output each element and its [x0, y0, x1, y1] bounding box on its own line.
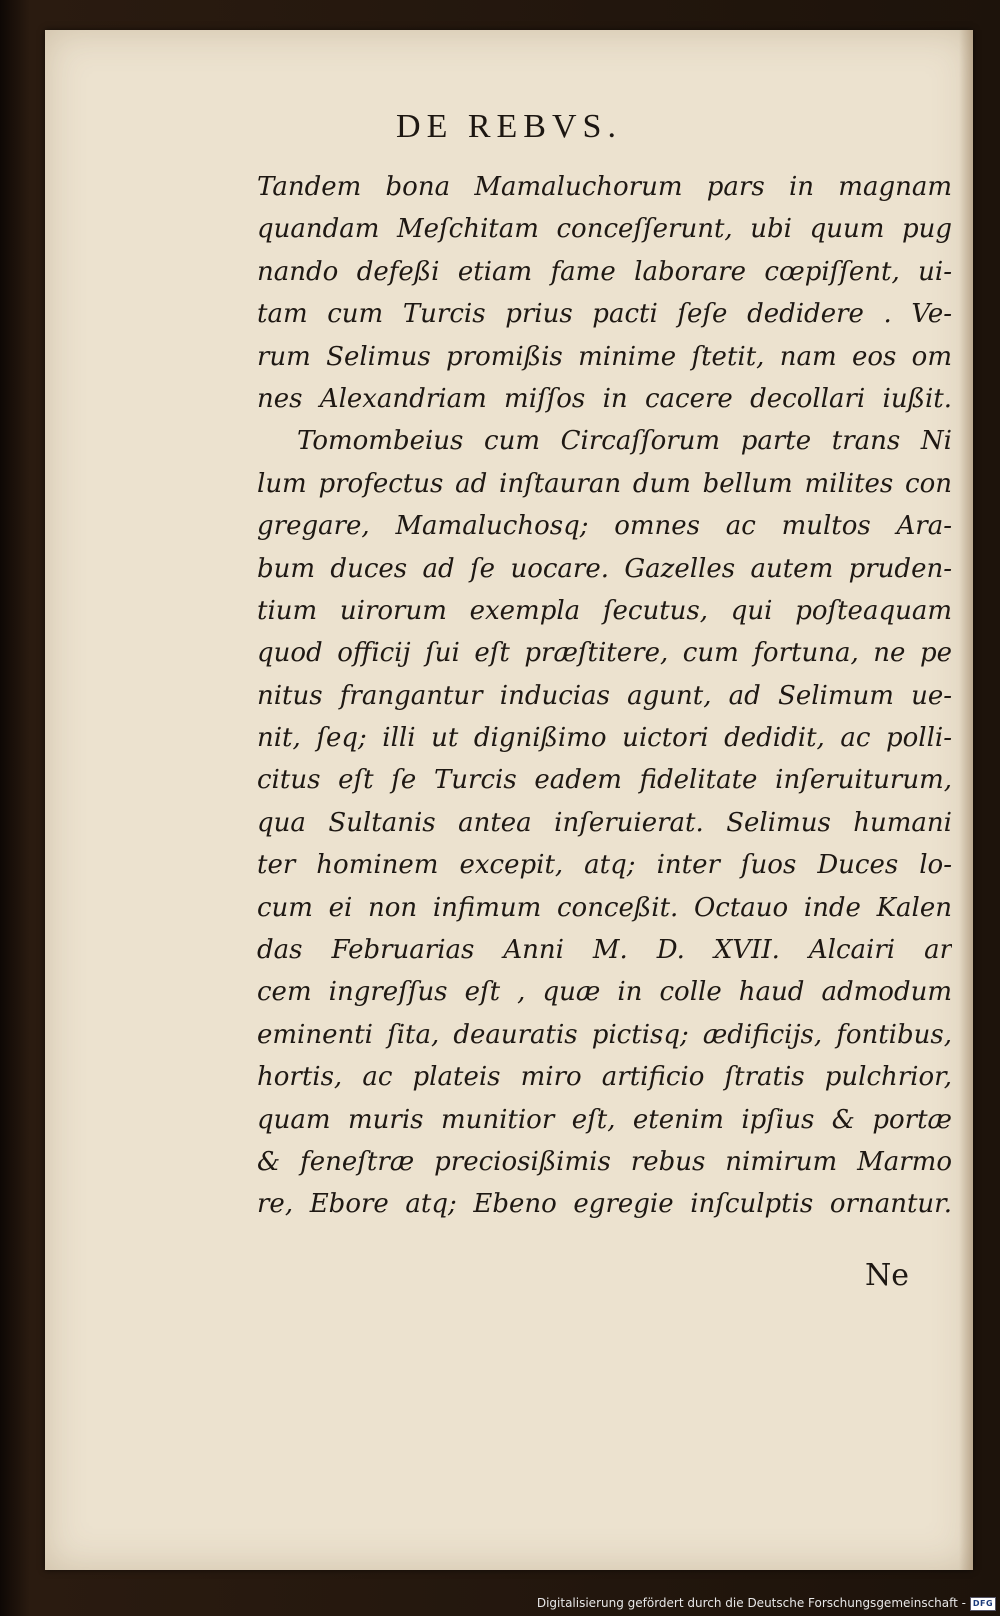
page-edge-shadow	[959, 30, 973, 1570]
text-line: das Februarias Anni M. D. XVII. Alcairi ar	[257, 935, 952, 966]
text-line: tium uirorum exempla ſecutus, qui poſteaquam	[257, 595, 952, 626]
text-line: gregare, Mamaluchosq; omnes ac multos Ara-	[257, 511, 952, 542]
text-line: nit, ſeq; illi ut dignißimo uictori dedidit, ac polli-	[257, 723, 952, 754]
text-line: nando defeßi etiam fame laborare cœpiſſent, ui-	[257, 256, 952, 287]
text-line: lum profectus ad inſtauran dum bellum milites con	[257, 468, 952, 499]
text-line: nitus frangantur inducias agunt, ad Selimum ue-	[257, 680, 952, 711]
text-line: & feneſtræ preciosißimis rebus nimirum Marmo	[257, 1146, 952, 1177]
text-line: ter hominem excepit, atq; inter ſuos Duces lo-	[257, 850, 952, 881]
text-line: cem ingreſſus eſt , quæ in colle haud admodum	[257, 977, 952, 1008]
text-line: quod officij ſui eſt præſtitere, cum fortuna, ne pe	[257, 638, 952, 669]
text-line: Tomombeius cum Circaſſorum parte trans Ni	[297, 426, 952, 457]
book-page	[45, 30, 973, 1570]
text-line: qua Sultanis antea inſeruierat. Selimus humani	[257, 807, 952, 838]
text-line: quandam Meſchitam conceſſerunt, ubi quum pug	[257, 214, 952, 245]
text-line: nes Alexandriam miſſos in cacere decollari iußit.	[257, 383, 952, 414]
text-line: re, Ebore atq; Ebeno egregie inſculptis ornantur.	[257, 1189, 952, 1220]
text-line: eminenti ſita, deauratis pictisq; ædificijs, fontibus,	[257, 1019, 952, 1050]
text-line: bum duces ad ſe uocare. Gazelles autem pruden-	[257, 553, 952, 584]
text-line: cum ei non infimum conceßit. Octauo inde Kalen	[257, 892, 952, 923]
running-head: DE REBVS.	[396, 108, 622, 145]
catchword: Ne	[864, 1258, 909, 1293]
text-line: quam muris munitior eſt, etenim ipſius & portæ	[257, 1104, 952, 1135]
text-line: citus eſt ſe Turcis eadem fidelitate inſeruiturum,	[257, 765, 952, 796]
text-line: Tandem bona Mamaluchorum pars in magnam	[257, 172, 952, 202]
digitization-credit: Digitalisierung gefördert durch die Deutsche Forschungsgemeinschaft -	[536, 1596, 966, 1610]
dfg-logo: DFG	[970, 1597, 996, 1611]
text-line: hortis, ac plateis miro artificio ſtratis pulchrior,	[257, 1062, 952, 1093]
text-line: rum Selimus promißis minime ſtetit, nam eos om	[257, 341, 952, 372]
body-text	[257, 166, 952, 1226]
text-line: tam cum Turcis prius pacti ſeſe dedidere . Ve-	[257, 299, 952, 330]
